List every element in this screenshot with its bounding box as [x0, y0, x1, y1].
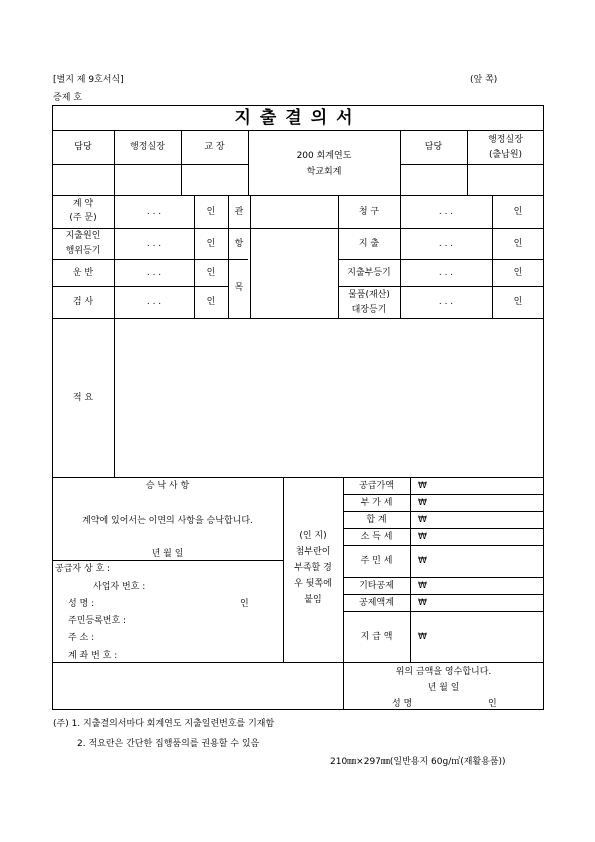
seal-mark: 인: [488, 699, 497, 709]
won-sign: ₩: [418, 632, 427, 642]
seal-mark: 인: [513, 207, 523, 217]
stamp-note-line: 첨부란이: [295, 547, 331, 557]
resident-tax-label: 주 민 세: [360, 556, 393, 566]
won-sign: ₩: [418, 532, 427, 542]
divider: [343, 494, 544, 495]
divider: [52, 662, 544, 663]
receipt-name-label: 성 명: [392, 699, 413, 709]
divider: [338, 259, 544, 260]
income-tax-label: 소 득 세: [360, 532, 393, 542]
stamp-note-line: (인 지): [299, 531, 327, 541]
date-field: . . .: [146, 207, 162, 217]
receipt-text: 위의 금액을 영수합니다.: [395, 667, 492, 677]
receipt-date: 년 월 일: [427, 683, 460, 693]
divider: [400, 130, 401, 195]
date-field: . . .: [438, 207, 454, 217]
divider: [114, 318, 115, 477]
divider: [52, 318, 544, 319]
date-field: . . .: [438, 268, 454, 278]
divider: [52, 195, 544, 196]
transport-label: 운 반: [72, 268, 94, 278]
divider: [343, 594, 544, 595]
seal-mark: 인: [206, 268, 216, 278]
contract-label: 계 약: [72, 199, 94, 209]
total-label: 합 계: [366, 515, 387, 525]
date-field: . . .: [146, 239, 162, 249]
won-sign: ₩: [418, 598, 427, 608]
resident-number-label: 주민등록번호 :: [68, 616, 127, 626]
approval-admin-head-label-right: 행정실장: [488, 135, 523, 145]
date-field: . . .: [438, 239, 454, 249]
divider: [52, 130, 544, 131]
inspection-label: 검 사: [72, 297, 94, 307]
stamp-note-line: 우 뒷쪽에: [294, 579, 332, 589]
seal-mark: 인: [513, 239, 523, 249]
goods-label: 물품(재산): [348, 290, 390, 300]
approval-staff-label-right: 담당: [424, 142, 443, 152]
order-label: (주 문): [69, 213, 97, 223]
divider: [52, 477, 544, 478]
divider: [343, 528, 544, 529]
seal-mark: 인: [513, 268, 523, 278]
business-number-label: 사업자 번호 :: [93, 582, 146, 592]
payment-amount-label: 지 급 액: [360, 632, 393, 642]
won-sign: ₩: [418, 515, 427, 525]
divider: [343, 577, 544, 578]
approval-staff-label: 담당: [74, 142, 92, 152]
won-sign: ₩: [418, 481, 427, 491]
summary-label: 적 요: [72, 393, 94, 403]
divider: [343, 611, 544, 612]
won-sign: ₩: [418, 556, 427, 566]
supplier-name-label: 공급자 상 호 :: [55, 564, 111, 574]
divider: [343, 511, 544, 512]
expense-register-label: 지출부등기: [347, 268, 391, 278]
divider: [400, 164, 544, 165]
divider: [343, 545, 544, 546]
expense-label: 지 출: [358, 239, 380, 249]
cashier-label: (출납원): [488, 150, 523, 160]
divider: [52, 286, 228, 287]
form-title: 지출결의서: [234, 108, 362, 128]
footnote-1: (주) 1. 지출결의서마다 회계연도 지출일련번호를 기재함: [53, 719, 275, 729]
supply-amount-label: 공급가액: [359, 481, 394, 491]
date-field: . . .: [146, 297, 162, 307]
divider: [114, 130, 115, 195]
divider: [248, 130, 249, 195]
paper-spec: 210㎜×297㎜(일반용지 60g/㎡(재활용품)): [330, 757, 506, 767]
divider: [52, 164, 249, 165]
won-sign: ₩: [418, 581, 427, 591]
form-number: [별지 제 9호서식]: [53, 75, 124, 85]
consent-heading: 승 낙 사 항: [145, 481, 190, 491]
other-deduction-label: 기타공제: [359, 581, 394, 591]
divider: [52, 259, 248, 260]
school-account-label: 학교회계: [306, 167, 342, 177]
budget-hang-label: 항: [234, 239, 244, 249]
date-field: . . .: [146, 268, 162, 278]
seal-mark: 인: [206, 207, 216, 217]
consent-date: 년 월 일: [151, 549, 184, 559]
divider: [52, 560, 283, 561]
divider: [338, 286, 544, 287]
footnote-2: 2. 적요란은 간단한 집행품의를 권용할 수 있음: [77, 739, 260, 749]
budget-mok-label: 목: [234, 283, 244, 293]
consent-text: 계약에 있어서는 이면의 사항을 승낙합니다.: [82, 516, 253, 526]
vat-label: 부 가 세: [360, 498, 393, 508]
stamp-note-line: 붙임: [304, 595, 322, 605]
divider: [52, 228, 544, 229]
resolution-register-label: 행위등기: [65, 246, 101, 256]
claim-label: 청 구: [358, 207, 380, 217]
seal-mark: 인: [513, 297, 523, 307]
divider: [181, 130, 182, 195]
document-number: 증제 호: [53, 93, 82, 103]
won-sign: ₩: [418, 498, 427, 508]
resolution-label: 지출원인: [65, 231, 101, 241]
approval-principal-label: 교 장: [204, 142, 225, 152]
divider: [250, 195, 251, 318]
address-label: 주 소 :: [68, 633, 95, 643]
approval-admin-head-label: 행정실장: [130, 142, 165, 152]
total-deduction-label: 공제액계: [359, 598, 394, 608]
budget-gwan-label: 관: [234, 207, 244, 217]
seal-mark: 인: [206, 239, 216, 249]
stamp-note-line: 부족할 경: [294, 563, 332, 573]
date-field: . . .: [438, 297, 454, 307]
seal-mark: 인: [206, 297, 216, 307]
goods-register-label: 대장등기: [351, 305, 387, 315]
seal-mark: 인: [240, 599, 249, 609]
page-side-label: (앞 쪽): [470, 75, 498, 85]
bank-account-label: 계 좌 번 호 :: [68, 651, 118, 661]
divider: [410, 477, 411, 662]
name-label: 성 명 :: [68, 599, 95, 609]
fiscal-year-label: 200 회계연도: [296, 151, 352, 161]
